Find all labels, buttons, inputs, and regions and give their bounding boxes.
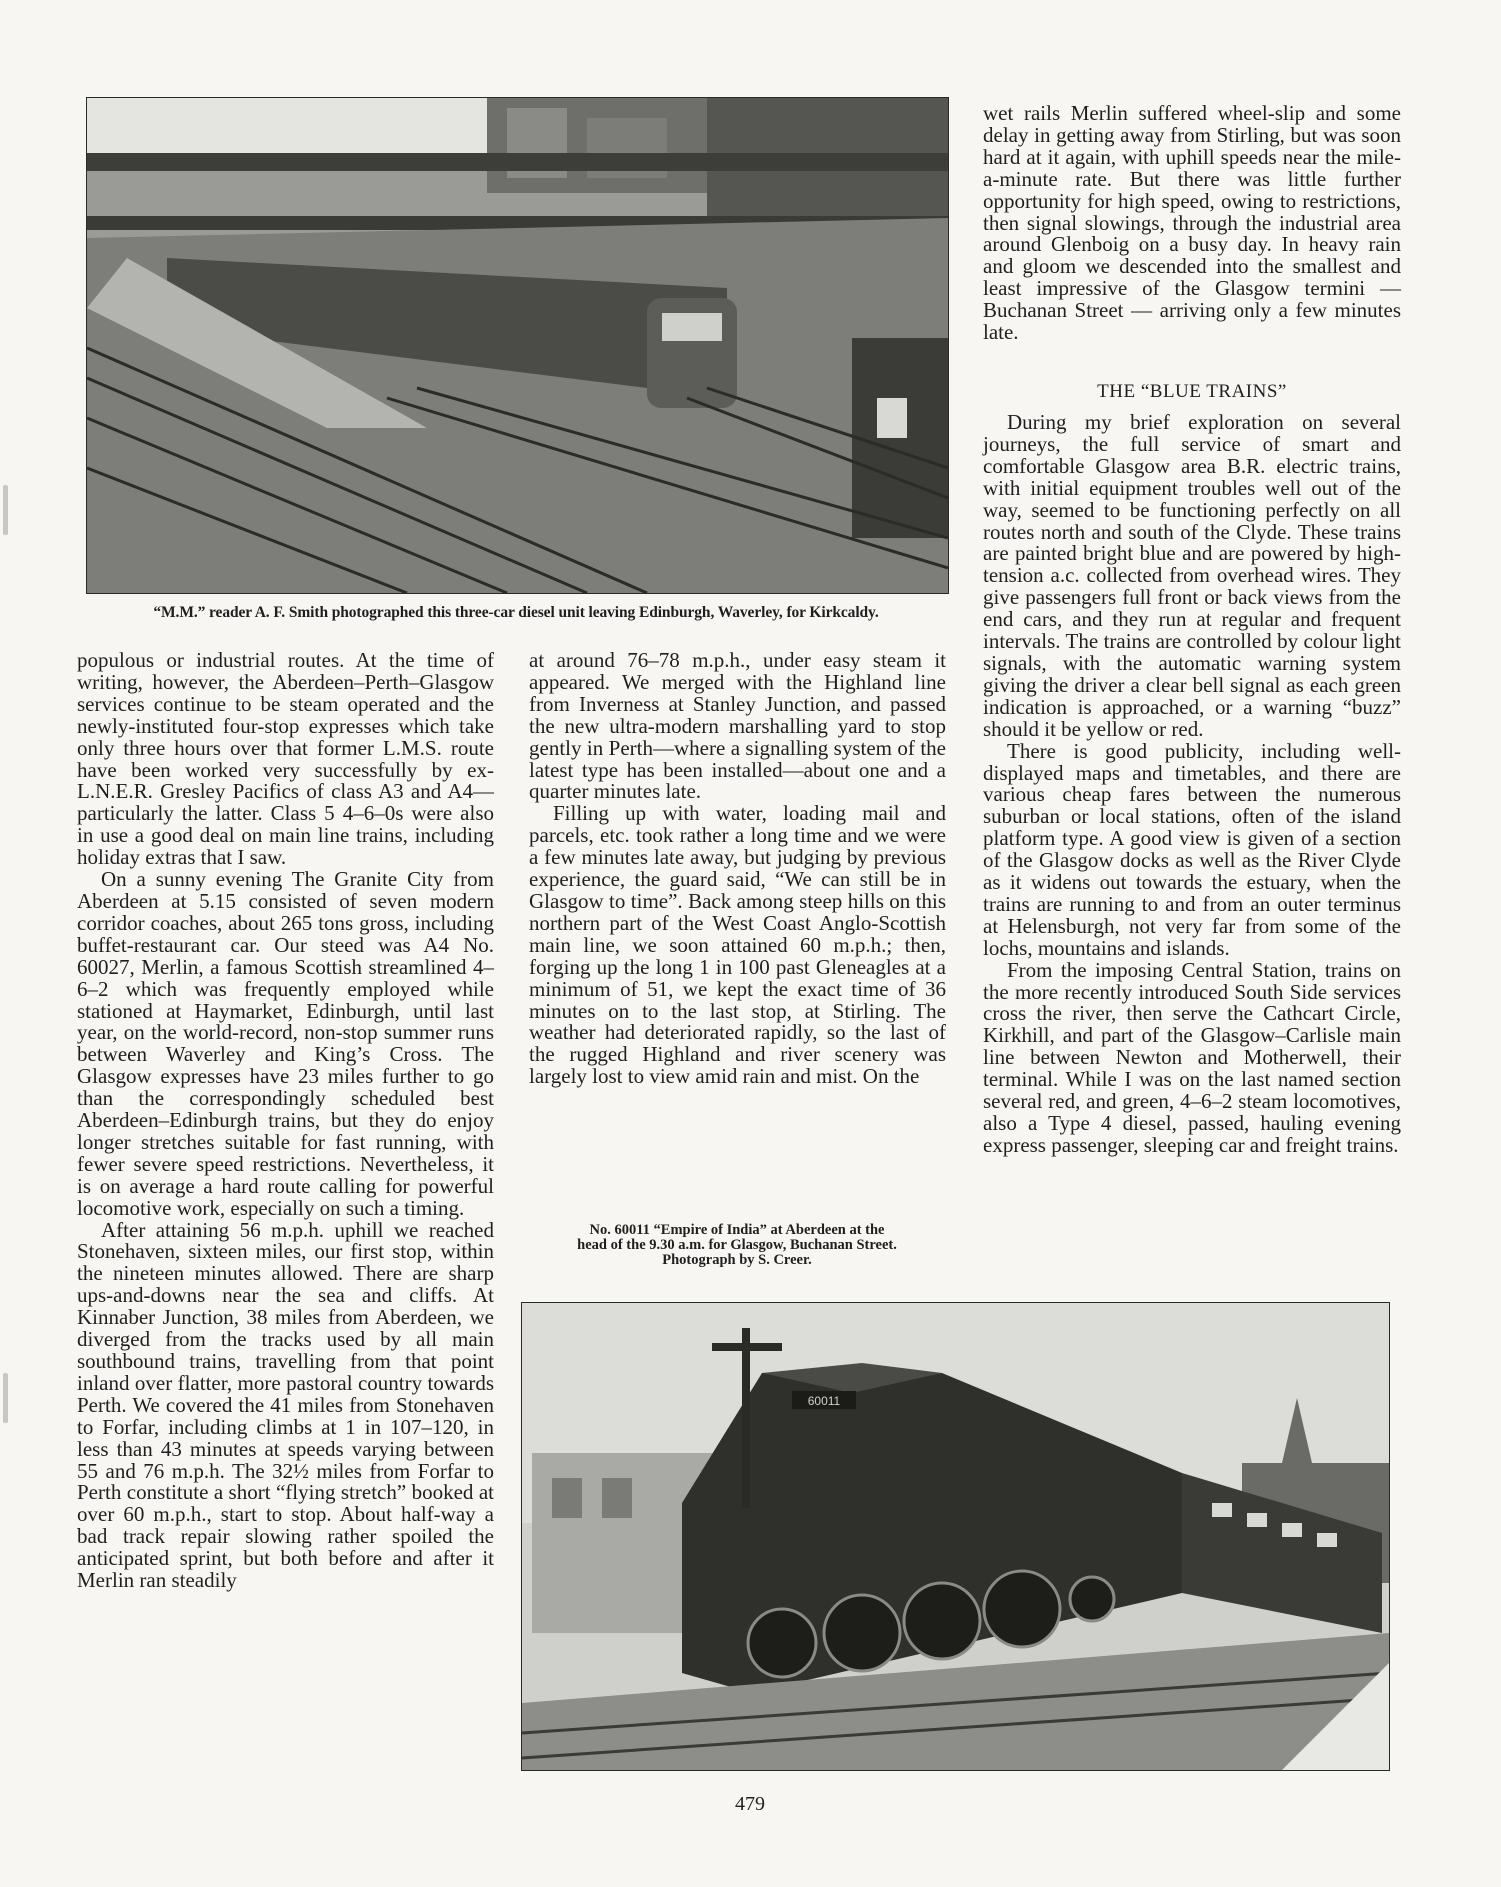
photo2-caption-line-3: Photograph by S. Creer. (662, 1252, 812, 1268)
col3-paragraph-4: From the imposing Central Station, trains on the more recently introduced South Side services cross the river, then serve the Cathcart Circle, Kirkhill, and part of the Glasgow–Carlisle main line between Newton and Motherwell, their terminal. While I was on the last named section several red, and green, 4–6–2 steam locomotives, also a Type 4 diesel, passed, hauling evening express passenger, sleeping car and freight trains. (983, 957, 1401, 1157)
col2-paragraph-1: at around 76–78 m.p.h., under easy steam it appeared. We merged with the Highland line from Inverness at Stanley Junction, and passed the new ultra-modern marshalling yard to stop gently in Perth—where a signalling system of the latest type has been installed—about one and a quarter minutes late. (529, 648, 946, 804)
photo2-caption-line-2: head of the 9.30 a.m. for Glasgow, Buchanan Street. (577, 1237, 897, 1253)
col1-paragraph-3: After attaining 56 m.p.h. uphill we reached Stonehaven, sixteen miles, our first stop, within the nineteen minutes allowed. There are sharp ups-and-downs near the sea and cliffs. At Kinnaber Junction, 38 miles from Aberdeen, we diverged from the tracks used by all main southbound trains, travelling from that point inland over flatter, more pastoral country towards Perth. We covered the 41 miles from Stonehaven to Forfar, including climbs at 1 in 107–120, in less than 43 minutes at speeds varying between 55 and 76 m.p.h. The 32½ miles from Forfar to Perth constitute a short “flying stretch” booked at over 60 m.p.h., start to stop. About half-way a bad track repair slowing rather spoiled the anticipated sprint, but both before and after it Merlin ran steadily (77, 1217, 494, 1593)
col3-paragraph-2: During my brief exploration on several journeys, the full service of smart and comfortable Glasgow area B.R. electric trains, with initial equipment troubles well out of the way, seemed to be functioning perfectly on all routes north and south of the Clyde. These trains are painted bright blue and are powered by high-tension a.c. collected from overhead wires. They give passengers full front or back views from the end cars, and they run at regular and frequent intervals. The trains are controlled by colour light signals, with the automatic warning system giving the driver a clear bell signal as each green indication is approached, or a warning “buzz” should it be yellow or red. (983, 410, 1401, 741)
photo-a4-locomotive-aberdeen (521, 1302, 1390, 1771)
photo-diesel-unit-waverley (86, 97, 949, 594)
locomotive-illustration (522, 1303, 1389, 1770)
diesel-unit-illustration (87, 98, 948, 593)
binding-mark (3, 1373, 8, 1423)
col1-paragraph-1: populous or industrial routes. At the time of writing, however, the Aberdeen–Perth–Glasgow services continue to be steam operated and the newly-instituted four-stop expresses which take only three hours over that former L.M.S. route have been worked very successfully by ex-L.N.E.R. Gresley Pacifics of class A3 and A4—particularly the latter. Class 5 4–6–0s were also in use a good deal on main line trains, including holiday extras that I saw. (77, 648, 494, 870)
column-3-bottom (983, 412, 1401, 1157)
col1-paragraph-2: On a sunny evening The Granite City from Aberdeen at 5.15 consisted of seven modern corridor coaches, about 265 tons gross, including buffet-restaurant car. Our steed was A4 No. 60027, Merlin, a famous Scottish streamlined 4–6–2 which was frequently employed while stationed at Haymarket, Edinburgh, until last year, on the world-record, non-stop summer runs between Waverley and King’s Cross. The Glasgow expresses have 23 miles further to go than the correspondingly scheduled best Aberdeen–Edinburgh trains, but they do enjoy longer stretches suitable for fast running, with fewer severe speed restrictions. Nevertheless, it is on average a hard route calling for powerful locomotive work, especially on such a timing. (77, 867, 494, 1220)
column-2 (529, 650, 946, 1088)
photo2-caption-line-1: No. 60011 “Empire of India” at Aberdeen at the (589, 1222, 885, 1238)
col3-paragraph-1: wet rails Merlin suffered wheel-slip and some delay in getting away from Stirling, but was soon hard at it again, with uphill speeds near the mile-a-minute rate. But there was little further opportunity for high speed, owing to restrictions, then signal slowings, through the industrial area around Glenboig on a busy day. In heavy rain and gloom we descended into the smallest and least impressive of the Glasgow termini — Buchanan Street — arriving only a few minutes late. (983, 101, 1401, 345)
col3-paragraph-3: There is good publicity, including well-displayed maps and timetables, and there are various cheap fares between the numerous suburban or local stations, often of the island platform type. A good view is given of a section of the Glasgow docks as well as the River Clyde as it widens out towards the estuary, when the trains are running to and from an outer terminus at Helensburgh, not very far from some of the lochs, mountains and islands. (983, 738, 1401, 960)
photo1-caption: “M.M.” reader A. F. Smith photographed this three-car diesel unit leaving Edinburgh, Waverley, for Kirkcaldy. (153, 604, 879, 621)
page-number: 479 (735, 1793, 765, 1815)
binding-mark (3, 485, 8, 535)
column-3-top (983, 103, 1401, 344)
section-heading: THE “BLUE TRAINS” (1097, 381, 1287, 402)
smokebox-number: 60011 (807, 1394, 841, 1408)
column-1 (77, 650, 494, 1592)
photo2-caption (525, 1223, 949, 1268)
col2-paragraph-2: Filling up with water, loading mail and parcels, etc. took rather a long time and we were a few minutes late away, but judging by previous experience, the guard said, “We can still be in Glasgow to time”. Back among steep hills on this northern part of the West Coast Anglo-Scottish main line, we soon attained 60 m.p.h.; then, forging up the long 1 in 100 past Gleneagles at a minimum of 51, we kept the exact time of 36 minutes on to the last stop, at Stirling. The weather had deteriorated rapidly, so the last of the rugged Highland and river scenery was largely lost to view amid rain and mist. On the (529, 801, 946, 1089)
